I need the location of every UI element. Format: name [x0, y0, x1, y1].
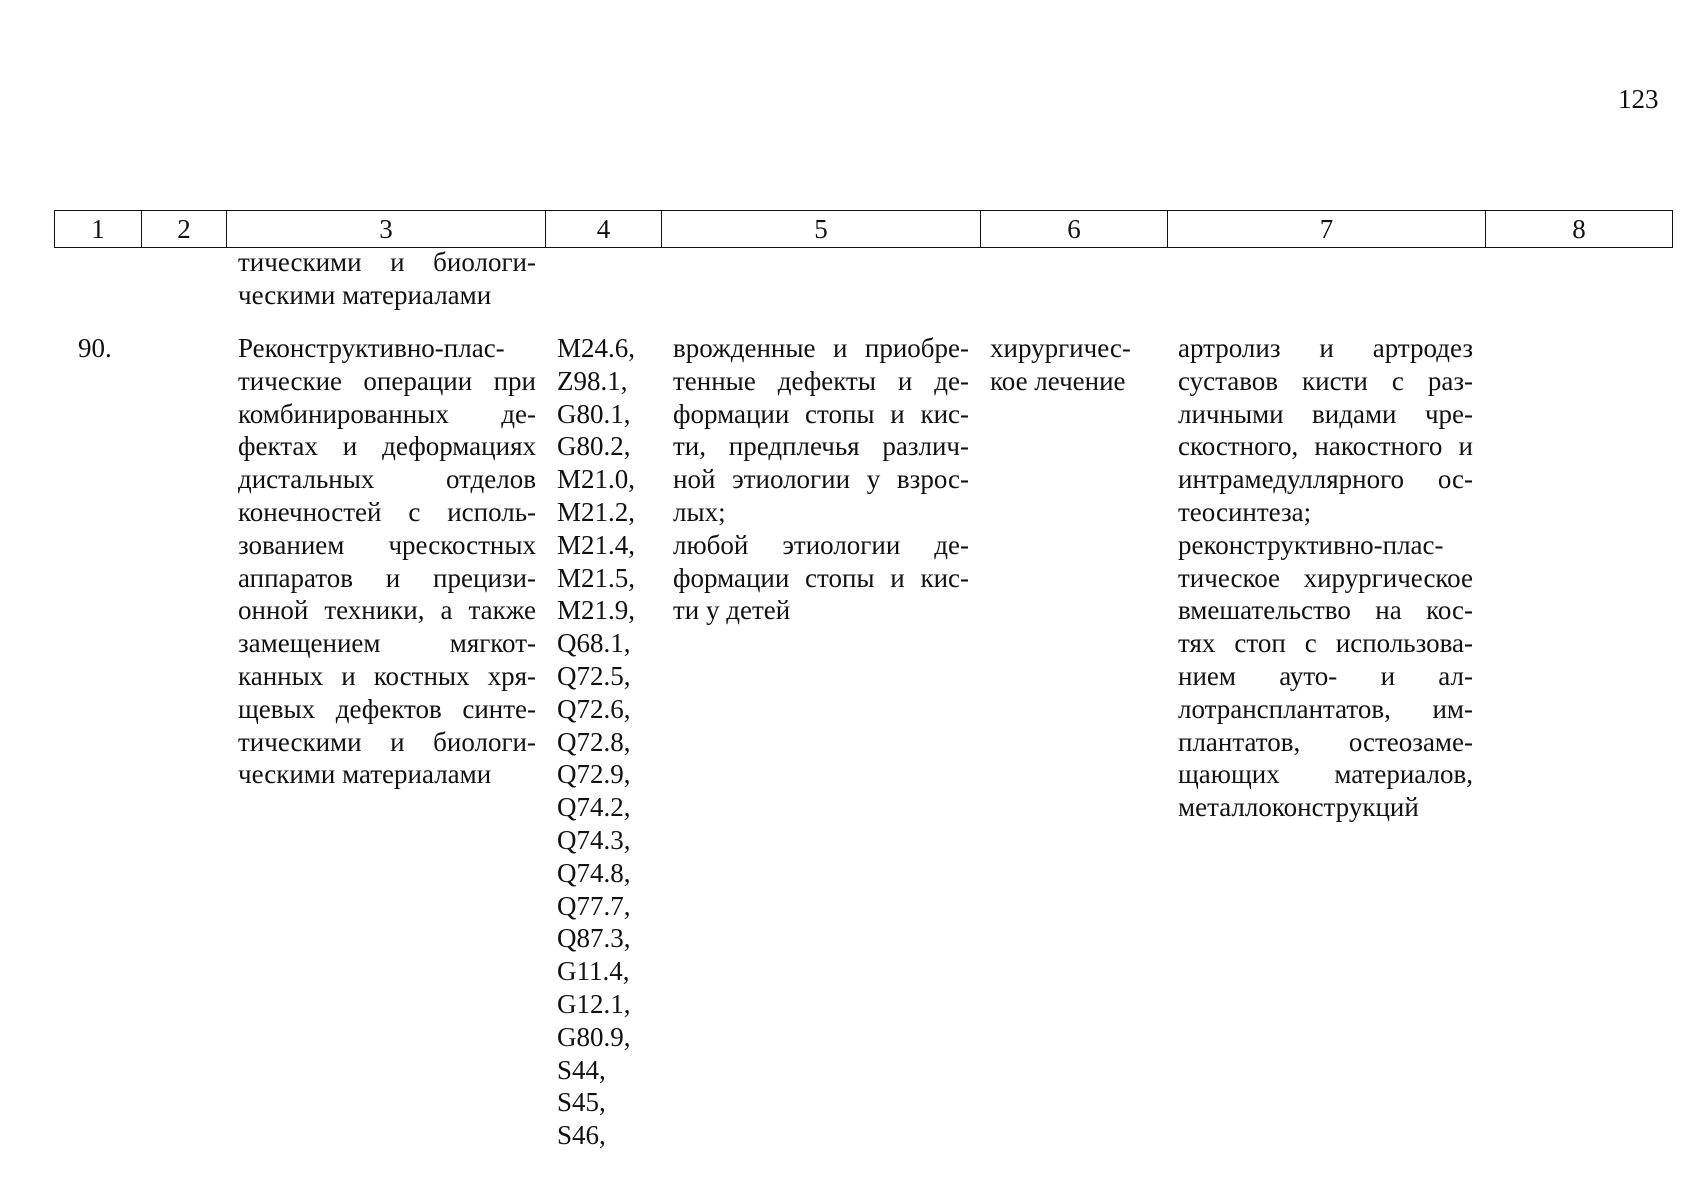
text-line: зованием чрескостных — [238, 529, 536, 560]
text-line: замещением мягкот- — [238, 628, 536, 659]
icd-code: M21.4, — [557, 529, 636, 560]
text-line: суставов кисти с раз- — [1178, 365, 1473, 396]
treatment-method-col7 — [1178, 332, 1473, 824]
page-number: 123 — [1618, 84, 1659, 114]
column-number-header — [54, 210, 1673, 248]
text-line: скостного, накостного и — [1178, 431, 1473, 462]
text-line: тические операции при — [238, 365, 536, 396]
text-line: тическими и биологи- — [238, 247, 536, 277]
text-line: тях стоп с использова- — [1178, 628, 1473, 659]
text-line: ческими материалами — [238, 279, 492, 310]
treatment-name-col3 — [238, 332, 536, 791]
icd-code: M21.5, — [557, 562, 636, 593]
icd-code: G80.2, — [557, 431, 631, 462]
row-number-text: 90. — [78, 333, 112, 363]
text-line: Реконструктивно-плас- — [238, 333, 505, 363]
text-line: любой этиологии де- — [673, 529, 969, 560]
column-number-4: 4 — [546, 211, 662, 248]
icd-code: Q72.8, — [557, 726, 631, 757]
column-number-6: 6 — [981, 211, 1168, 248]
text-line: формации стопы и кис- — [673, 398, 969, 429]
icd-code: M21.9, — [557, 595, 636, 626]
icd-code: G80.1, — [557, 398, 631, 429]
icd-code: Q72.9, — [557, 759, 631, 790]
text-line: дистальных отделов — [238, 464, 536, 495]
text-line: плантатов, остеозаме- — [1178, 726, 1473, 757]
icd-code: Q77.7, — [557, 890, 631, 921]
icd-code: Q68.1, — [557, 628, 631, 659]
text-line: формации стопы и кис- — [673, 562, 969, 593]
treatment-type-col6 — [990, 332, 1160, 398]
icd-code: G11.4, — [557, 956, 630, 987]
icd-code: Q72.5, — [557, 660, 631, 691]
text-line: ти у детей — [673, 595, 791, 626]
text-line: ческими материалами — [238, 759, 492, 790]
text-line: аппаратов и прецизи- — [238, 562, 536, 593]
patient-model-col5 — [673, 332, 969, 627]
text-line: комбинированных де- — [238, 398, 536, 429]
text-line: интрамедуллярного ос- — [1178, 464, 1473, 495]
icd-code: Z98.1, — [557, 365, 628, 396]
text-line: ти, предплечья различ- — [673, 431, 969, 462]
text-line: фектах и деформациях — [238, 431, 536, 462]
column-number-3: 3 — [227, 211, 546, 248]
text-line: кое лечение — [990, 365, 1126, 396]
text-line: теосинтеза; — [1178, 496, 1312, 527]
icd-code: S45, — [557, 1087, 606, 1118]
text-line: врожденные и приобре- — [673, 333, 969, 363]
text-line: тическими и биологи- — [238, 726, 536, 757]
text-line: артролиз и артродез — [1178, 333, 1473, 363]
text-line: лотрансплантатов, им- — [1178, 693, 1473, 724]
icd-code: Q74.2, — [557, 792, 631, 823]
text-line: хирургичес- — [990, 333, 1131, 363]
column-number-1: 1 — [55, 211, 142, 248]
column-number-5: 5 — [662, 211, 981, 248]
text-line: тенные дефекты и де- — [673, 365, 969, 396]
text-line: конечностей с исполь- — [238, 496, 536, 527]
column-number-7: 7 — [1168, 211, 1486, 248]
row-number — [78, 332, 138, 365]
text-line: онной техники, а также — [238, 595, 536, 626]
text-line: личными видами чре- — [1178, 398, 1473, 429]
text-line: щевых дефектов синте- — [238, 693, 536, 724]
icd-code: M24.6, — [557, 333, 636, 363]
text-line: лых; — [673, 496, 726, 527]
text-line: щающих материалов, — [1178, 759, 1473, 790]
icd-code: M21.2, — [557, 496, 636, 527]
column-number-8: 8 — [1486, 211, 1673, 248]
text-line: канных и костных хря- — [238, 660, 536, 691]
icd-code: Q72.6, — [557, 693, 631, 724]
icd-code: M21.0, — [557, 464, 636, 495]
text-line: вмешательство на кос- — [1178, 595, 1473, 626]
text-line: тическое хирургическое — [1178, 562, 1473, 593]
icd-code: S46, — [557, 1120, 606, 1151]
text-line: реконструктивно-плас- — [1178, 529, 1444, 560]
icd-code: Q74.8, — [557, 857, 631, 888]
icd-code: G12.1, — [557, 988, 631, 1019]
text-line: нием ауто- и ал- — [1178, 660, 1473, 691]
icd-code: Q74.3, — [557, 824, 631, 855]
column-number-2: 2 — [142, 211, 227, 248]
icd-code: Q87.3, — [557, 923, 631, 954]
icd-codes-col4 — [557, 332, 657, 1152]
icd-code: G80.9, — [557, 1021, 631, 1052]
text-line: ной этиологии у взрос- — [673, 464, 969, 495]
icd-code: S44, — [557, 1054, 606, 1085]
continuation-col3 — [238, 246, 536, 312]
text-line: металлоконструкций — [1178, 792, 1419, 823]
